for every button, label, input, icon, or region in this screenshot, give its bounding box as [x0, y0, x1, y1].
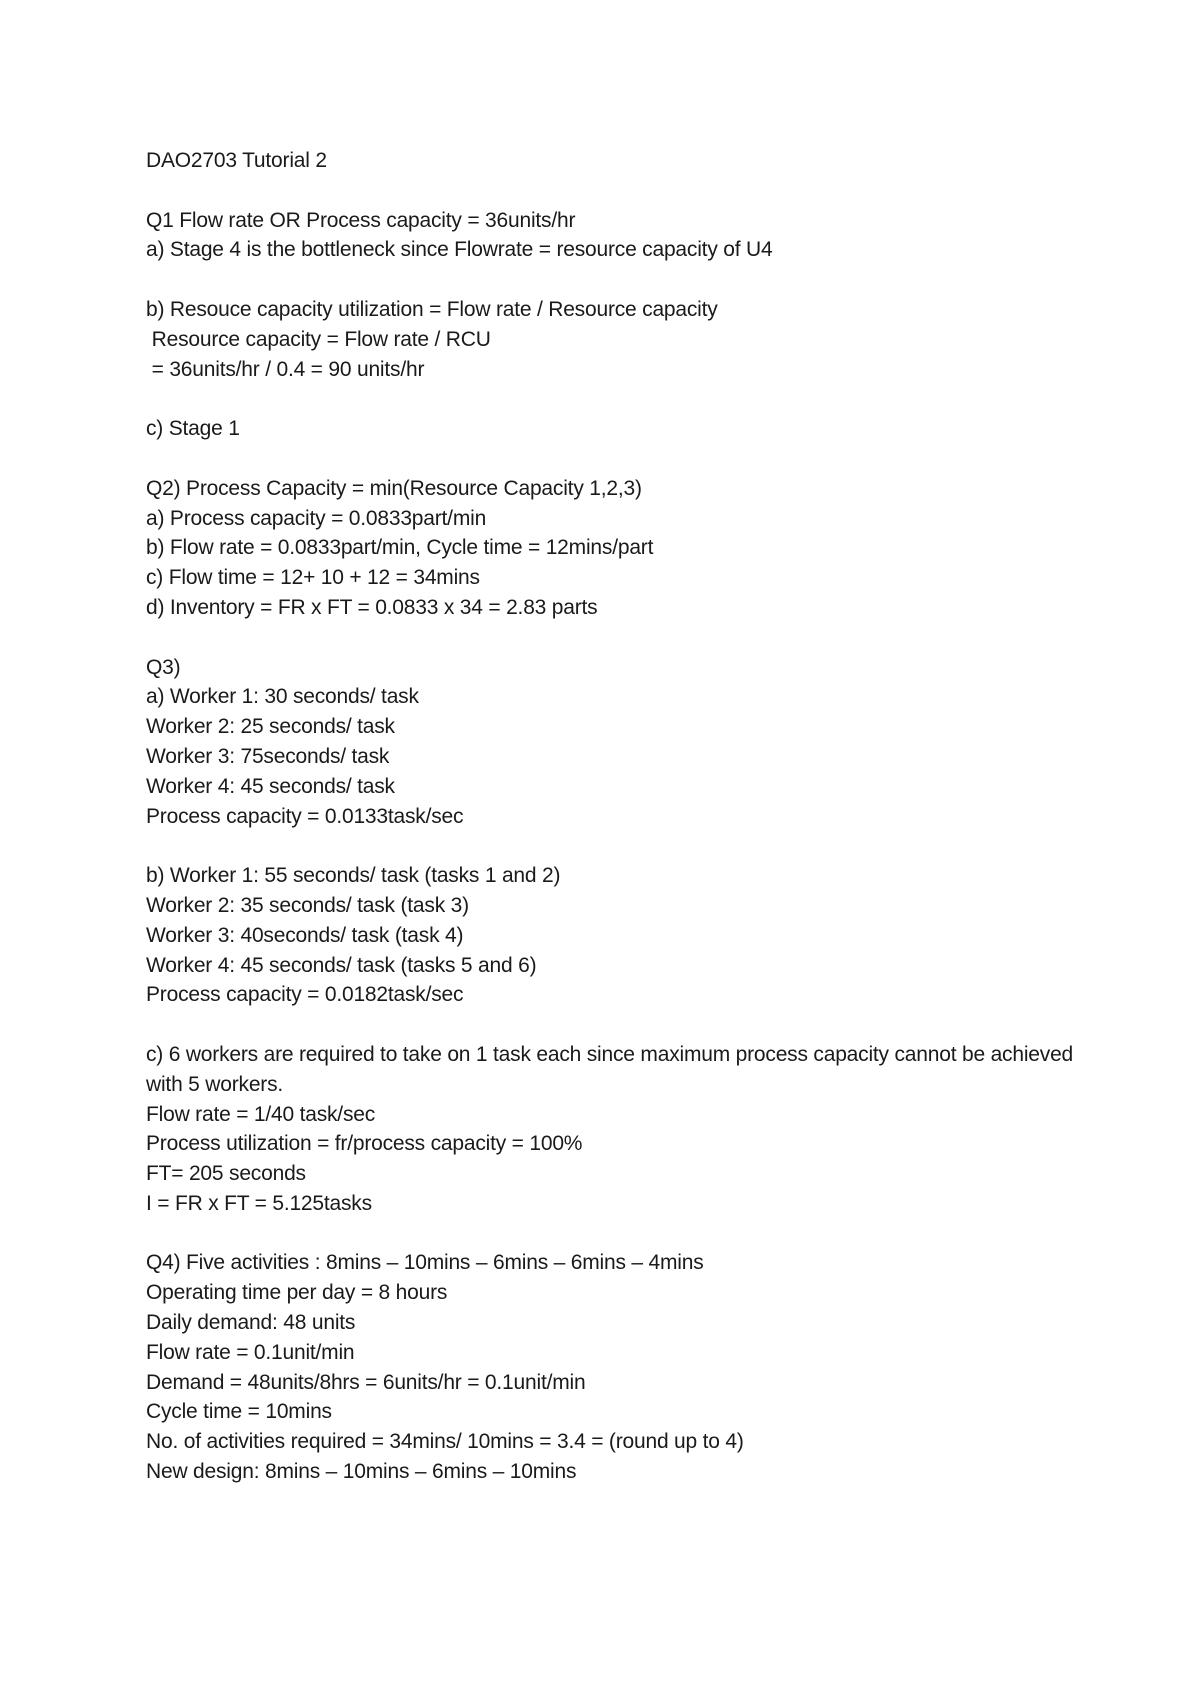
q1-answer-b-line-1: b) Resouce capacity utilization = Flow rate / Resource capacity: [146, 297, 718, 321]
q2-answer-b: b) Flow rate = 0.0833part/min, Cycle time = 12mins/part: [146, 536, 654, 560]
q3-a-line: a) Worker 1: 30 seconds/ task: [146, 685, 419, 709]
q4-line: Q4) Five activities : 8mins – 10mins – 6mins – 6mins – 4mins: [146, 1251, 704, 1275]
q3-a-line: Process capacity = 0.0133task/sec: [146, 804, 464, 828]
q2-answer-d: d) Inventory = FR x FT = 0.0833 x 34 = 2.83 parts: [146, 595, 598, 619]
q3-c-line: FT= 205 seconds: [146, 1162, 306, 1186]
q3-b-line: Worker 2: 35 seconds/ task (task 3): [146, 893, 469, 917]
spacer: [146, 265, 1106, 295]
q3-a-line: Worker 2: 25 seconds/ task: [146, 715, 395, 739]
spacer: [146, 1010, 1106, 1040]
q4-line: No. of activities required = 34mins/ 10mins = 3.4 = (round up to 4): [146, 1430, 744, 1454]
document-body: [146, 146, 1106, 1487]
q3-b-line: Worker 3: 40seconds/ task (task 4): [146, 923, 464, 947]
q3-heading: Q3): [146, 655, 181, 679]
q1-answer-b-line-3: = 36units/hr / 0.4 = 90 units/hr: [146, 357, 425, 381]
spacer: [146, 176, 1106, 206]
q3-c-line: I = FR x FT = 5.125tasks: [146, 1191, 372, 1215]
q2-heading: Q2) Process Capacity = min(Resource Capacity 1,2,3): [146, 476, 642, 500]
spacer: [146, 623, 1106, 653]
spacer: [146, 831, 1106, 861]
q1-answer-b-line-2: Resource capacity = Flow rate / RCU: [146, 327, 491, 351]
q3-b-line: Process capacity = 0.0182task/sec: [146, 983, 464, 1007]
q4-line: New design: 8mins – 10mins – 6mins – 10mins: [146, 1460, 577, 1484]
q4-line: Flow rate = 0.1unit/min: [146, 1340, 355, 1364]
q4-line: Operating time per day = 8 hours: [146, 1281, 448, 1305]
q4-line: Demand = 48units/8hrs = 6units/hr = 0.1unit/min: [146, 1370, 586, 1394]
q3-c-line: Process utilization = fr/process capacity = 100%: [146, 1132, 583, 1156]
spacer: [146, 384, 1106, 414]
q4-line: Daily demand: 48 units: [146, 1311, 356, 1335]
q3-a-line: Worker 3: 75seconds/ task: [146, 744, 390, 768]
q3-b-line: Worker 4: 45 seconds/ task (tasks 5 and 6): [146, 953, 537, 977]
q3-a-line: Worker 4: 45 seconds/ task: [146, 774, 395, 798]
q4-line: Cycle time = 10mins: [146, 1400, 332, 1424]
q1-answer-a: a) Stage 4 is the bottleneck since Flowrate = resource capacity of U4: [146, 238, 773, 262]
spacer: [146, 444, 1106, 474]
q2-answer-a: a) Process capacity = 0.0833part/min: [146, 506, 487, 530]
q2-answer-c: c) Flow time = 12+ 10 + 12 = 34mins: [146, 566, 480, 590]
document-title: DAO2703 Tutorial 2: [146, 149, 327, 172]
q1-answer-c: c) Stage 1: [146, 417, 240, 441]
q3-b-line: b) Worker 1: 55 seconds/ task (tasks 1 and 2): [146, 864, 561, 888]
q3-c-line: Flow rate = 1/40 task/sec: [146, 1102, 376, 1126]
spacer: [146, 1219, 1106, 1249]
q3-c-paragraph: c) 6 workers are required to take on 1 task each since maximum process capacity cannot be achieved with 5 workers.: [146, 1042, 1074, 1096]
q1-heading: Q1 Flow rate OR Process capacity = 36units/hr: [146, 208, 576, 232]
